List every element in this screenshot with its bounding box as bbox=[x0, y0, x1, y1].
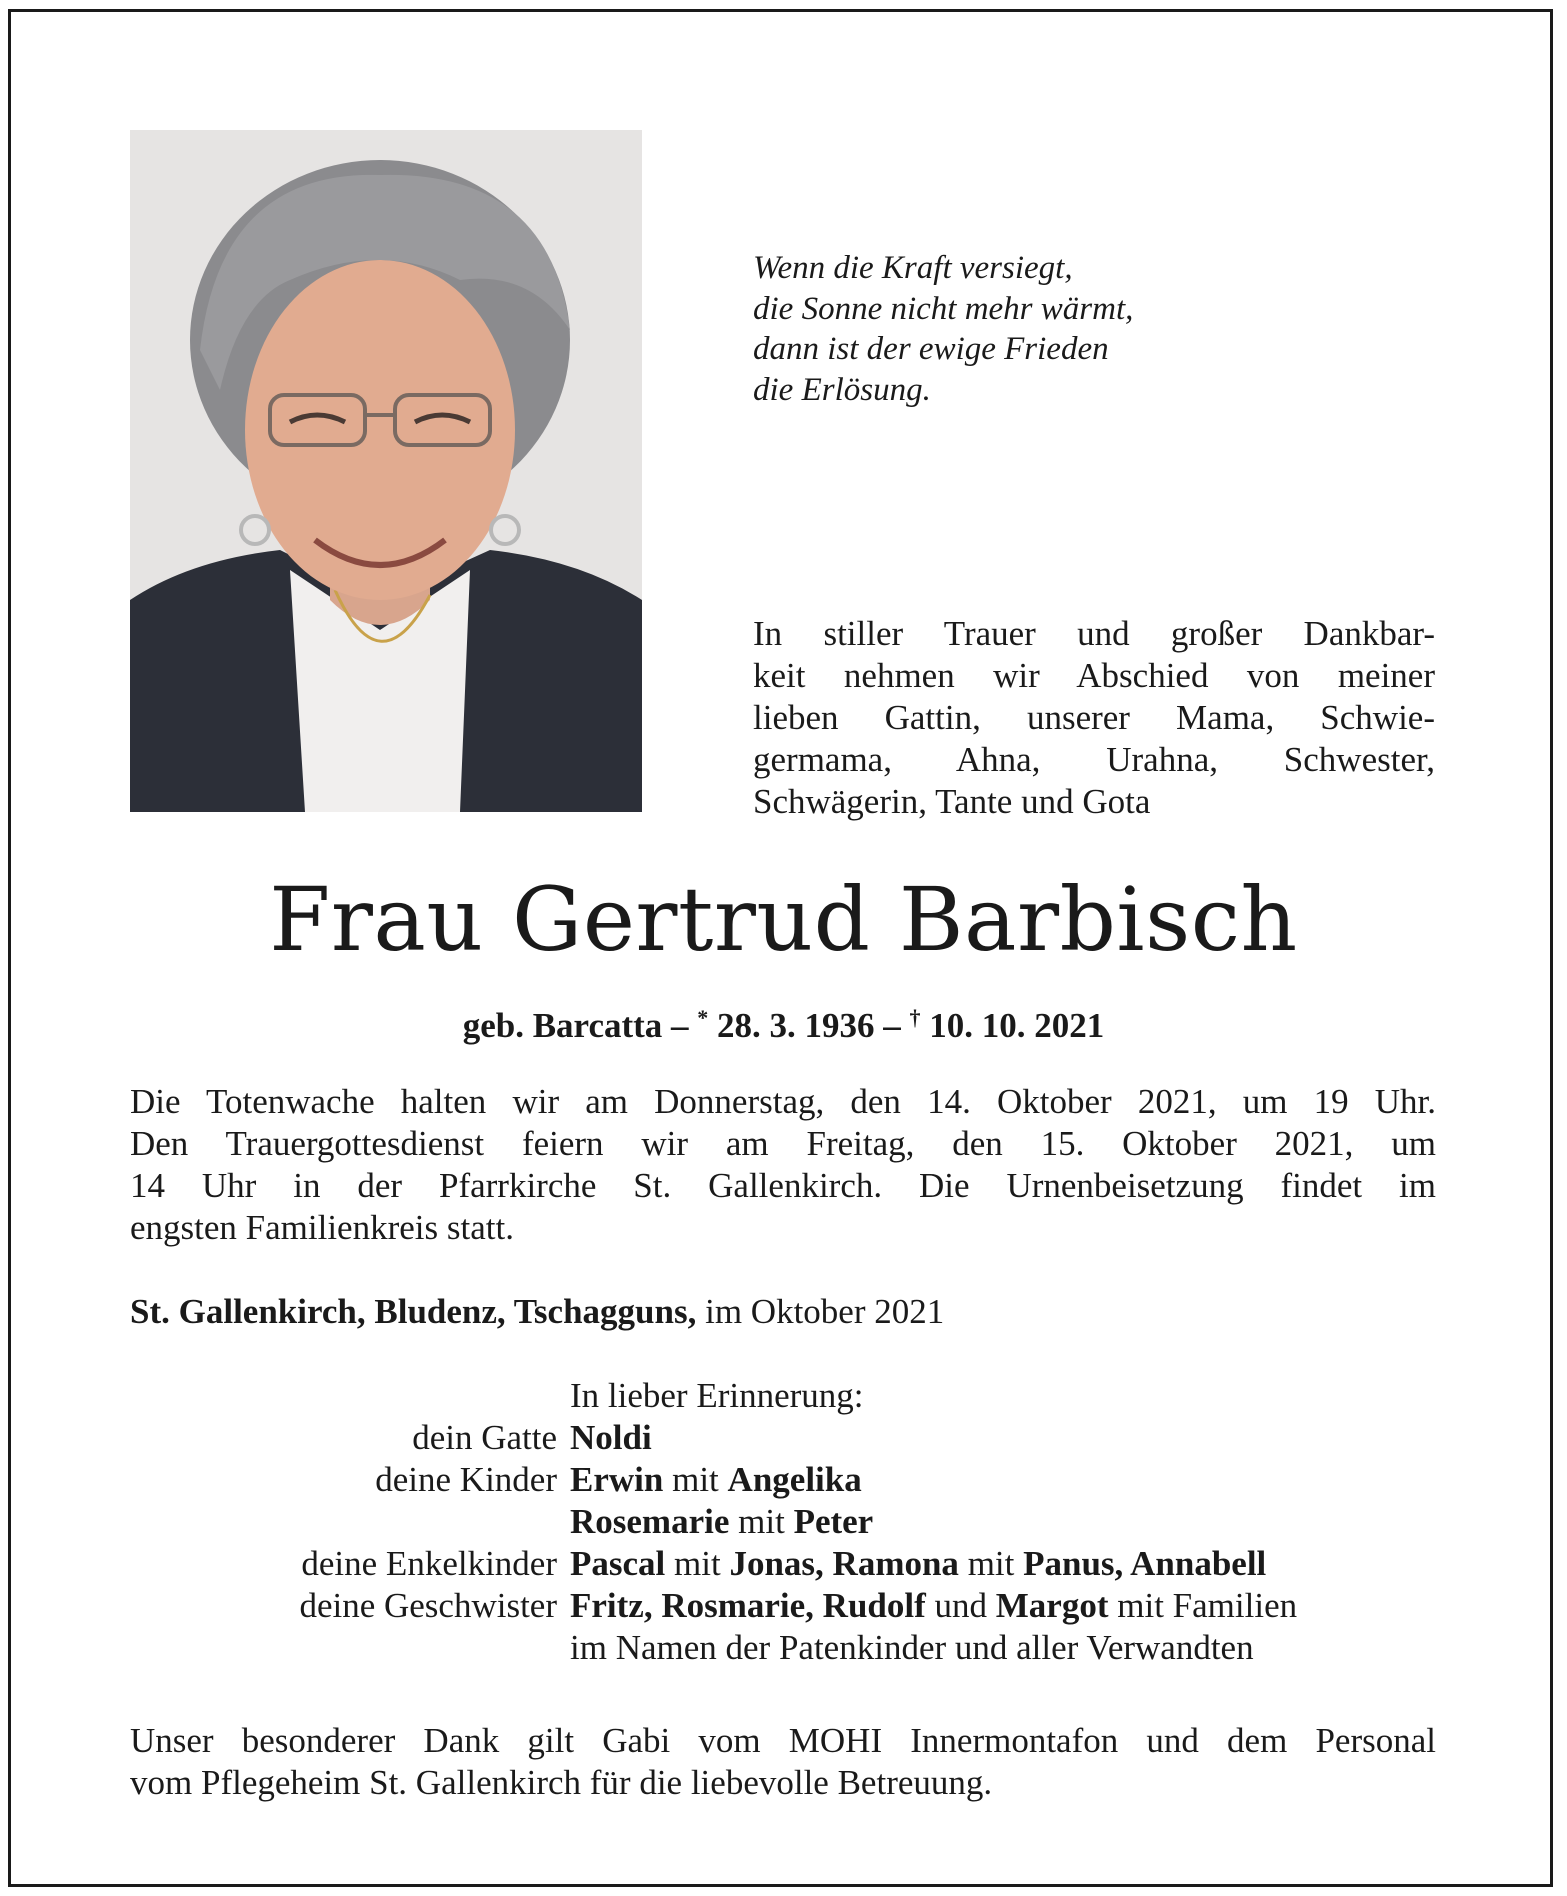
memory-row bbox=[0, 1417, 1567, 1459]
deceased-name: Frau Gertrud Barbisch bbox=[269, 868, 1298, 971]
relation-label: deine Geschwister bbox=[299, 1586, 557, 1625]
body-line: engsten Familienkreis statt. bbox=[130, 1208, 514, 1247]
memory-row bbox=[0, 1585, 1567, 1627]
relation-label: deine Kinder bbox=[375, 1460, 557, 1499]
quote-line: die Erlösung. bbox=[753, 371, 931, 408]
family-names bbox=[570, 1627, 1254, 1669]
family-name: Angelika bbox=[727, 1460, 862, 1499]
birth-date: 28. 3. 1936 bbox=[708, 1006, 875, 1045]
relation-label: deine Enkelkinder bbox=[301, 1544, 557, 1583]
memory-heading-row bbox=[0, 1375, 1567, 1417]
body-line: 14 Uhr in der Pfarrkirche St. Gallenkirch. Die Urnenbeisetzung findet im bbox=[130, 1166, 1436, 1205]
body-line: Die Totenwache halten wir am Donnerstag, den 14. Oktober 2021, um 19 Uhr. bbox=[130, 1082, 1436, 1121]
family-name: Noldi bbox=[570, 1418, 652, 1457]
family-name: Pascal bbox=[570, 1544, 666, 1583]
portrait-illustration bbox=[130, 130, 642, 812]
thanks-line: vom Pflegeheim St. Gallenkirch für die liebevolle Betreuung. bbox=[130, 1763, 993, 1802]
family-names bbox=[570, 1459, 862, 1501]
family-name: Rosemarie bbox=[570, 1502, 730, 1541]
service-info bbox=[130, 1081, 1436, 1249]
relation-label: dein Gatte bbox=[412, 1418, 557, 1457]
places-names: St. Gallenkirch, Bludenz, Tschagguns, bbox=[130, 1292, 697, 1331]
family-name: Erwin bbox=[570, 1460, 664, 1499]
body-line: Den Trauergottesdienst feiern wir am Freitag, den 15. Oktober 2021, um bbox=[130, 1124, 1436, 1163]
intro-line: lieben Gattin, unserer Mama, Schwie- bbox=[753, 698, 1435, 737]
intro-line: keit nehmen wir Abschied von meiner bbox=[753, 656, 1435, 695]
connector-text: mit bbox=[729, 1502, 794, 1541]
family-name: Fritz, Rosmarie, Rudolf bbox=[570, 1586, 926, 1625]
memory-row bbox=[0, 1501, 1567, 1543]
family-name: Peter bbox=[793, 1502, 874, 1541]
connector-text: im Namen der Patenkinder und aller Verwandten bbox=[570, 1628, 1254, 1667]
quote-line: Wenn die Kraft versiegt, bbox=[753, 250, 1073, 286]
family-names bbox=[570, 1543, 1266, 1585]
separator: – bbox=[874, 1006, 910, 1045]
family-name: Margot bbox=[995, 1586, 1109, 1625]
family-names bbox=[570, 1501, 873, 1543]
memory-list bbox=[0, 1375, 1567, 1669]
thanks-line: Unser besonderer Dank gilt Gabi vom MOHI Innermontafon und dem Personal bbox=[130, 1721, 1436, 1760]
intro-line: In stiller Trauer und großer Dankbar- bbox=[753, 614, 1435, 653]
portrait-photo bbox=[130, 130, 642, 812]
intro-line: germama, Ahna, Urahna, Schwester, bbox=[753, 740, 1435, 779]
life-dates bbox=[0, 997, 1567, 1047]
places-line bbox=[130, 1291, 944, 1333]
intro-line: Schwägerin, Tante und Gota bbox=[753, 782, 1151, 821]
star-symbol: * bbox=[697, 1005, 709, 1030]
death-date: 10. 10. 2021 bbox=[920, 1006, 1105, 1045]
memory-row bbox=[0, 1627, 1567, 1669]
family-name: Jonas, Ramona bbox=[729, 1544, 959, 1583]
quote-line: die Sonne nicht mehr wärmt, bbox=[753, 290, 1134, 327]
places-date: im Oktober 2021 bbox=[696, 1292, 945, 1331]
thanks-paragraph bbox=[130, 1720, 1436, 1804]
cross-symbol: † bbox=[909, 1005, 921, 1030]
connector-text: mit bbox=[958, 1544, 1024, 1583]
separator: – bbox=[662, 1006, 698, 1045]
quote-line: dann ist der ewige Frieden bbox=[753, 331, 1109, 367]
connector-text: mit bbox=[665, 1544, 730, 1583]
connector-text: mit bbox=[663, 1460, 728, 1499]
connector-text: und bbox=[925, 1586, 996, 1625]
memory-row bbox=[0, 1459, 1567, 1501]
family-name: Panus, Annabell bbox=[1023, 1544, 1267, 1583]
intro-paragraph bbox=[753, 613, 1435, 823]
family-names bbox=[570, 1585, 1297, 1627]
memory-heading: In lieber Erinnerung: bbox=[570, 1376, 864, 1415]
birth-name: geb. Barcatta bbox=[462, 1006, 663, 1045]
poem-quote bbox=[753, 248, 1133, 410]
memory-row bbox=[0, 1543, 1567, 1585]
family-names bbox=[570, 1417, 652, 1459]
connector-text: mit Familien bbox=[1108, 1586, 1298, 1625]
